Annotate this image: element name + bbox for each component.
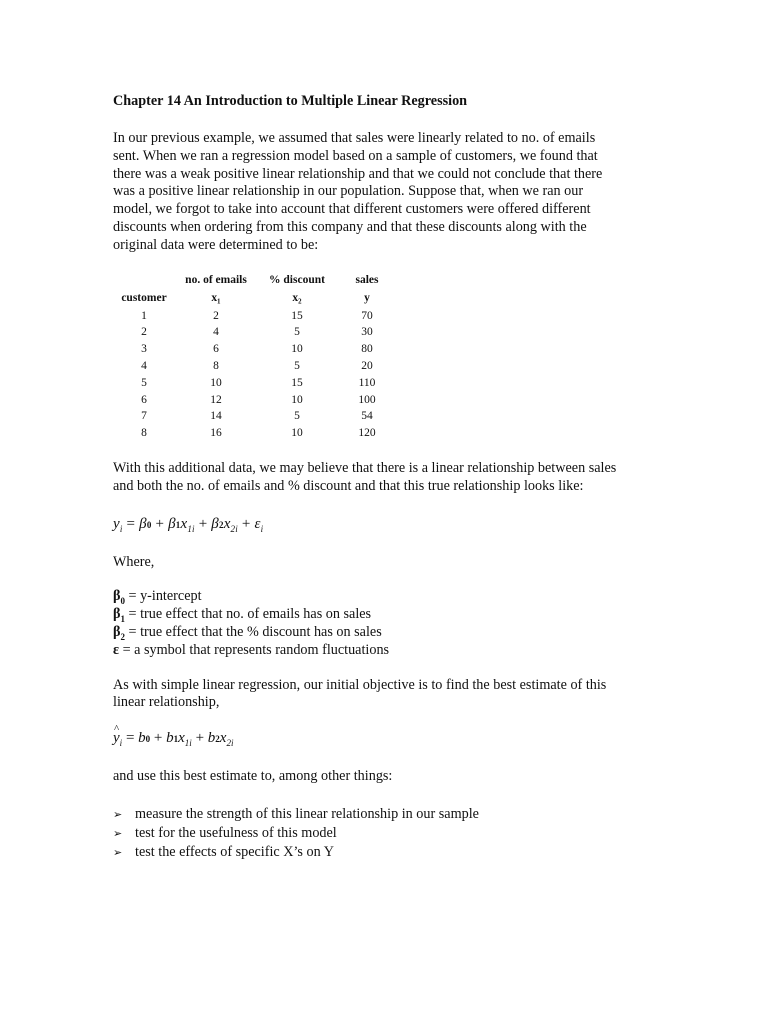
- column-header: customer: [121, 291, 167, 304]
- table-cell: 80: [361, 343, 373, 356]
- table-cell: 4: [141, 360, 147, 373]
- table-row: [113, 375, 397, 392]
- table-cell: 6: [141, 393, 147, 406]
- intro-line: discounts when ordering from this company and that these discounts along with the: [113, 218, 587, 235]
- definition-symbol: $\beta_0$: [113, 588, 125, 607]
- definition-beta2: [113, 624, 653, 642]
- list-item: [113, 843, 653, 862]
- true-regression-equation: $y_i = \beta 0 + \beta 1x_{1i} + \beta 2x_{2i} + \varepsilon_i$: [113, 515, 264, 534]
- table-cell: 14: [210, 410, 222, 423]
- table-cell: 5: [294, 360, 300, 373]
- table-cell: 8: [213, 360, 219, 373]
- table-cell: 10: [291, 427, 303, 440]
- paragraph-line: linear relationship,: [113, 694, 220, 711]
- use-estimate-line: and use this best estimate to, among other things:: [113, 768, 393, 785]
- table-cell: 20: [361, 360, 373, 373]
- paragraph-line: With this additional data, we may believe that there is a linear relationship between sales: [113, 459, 617, 476]
- table-cell: 12: [210, 393, 222, 406]
- additional-data-paragraph: [113, 460, 653, 496]
- definition-beta1: [113, 606, 653, 624]
- table-cell: 1: [141, 309, 147, 322]
- definitions-list: [113, 588, 653, 659]
- table-cell: 70: [361, 309, 373, 322]
- table-cell: 110: [358, 376, 376, 389]
- estimated-regression-equation: ^ $y_i = b0 + b1x_{1i} + b2x_{2i}$: [113, 730, 653, 754]
- table-cell: 6: [213, 343, 219, 356]
- chapter-title: Chapter 14 An Introduction to Multiple Linear Regression: [113, 93, 468, 109]
- table-cell: 2: [141, 326, 147, 339]
- data-table: [113, 272, 397, 442]
- table-cell: 10: [210, 376, 222, 389]
- column-header: % discount: [269, 273, 325, 286]
- intro-line: model, we forgot to take into account that different customers were offered different: [113, 201, 591, 218]
- list-item-text: test the effects of specific X’s on Y: [135, 843, 334, 860]
- paragraph-line: As with simple linear regression, our initial objective is to find the best estimate of this: [113, 676, 607, 693]
- arrow-bullet-icon: ➢: [113, 845, 123, 859]
- definition-symbol: $\beta_2$: [113, 623, 125, 642]
- list-item: [113, 805, 653, 824]
- column-header: x₁: [211, 291, 221, 304]
- arrow-bullet-icon: ➢: [113, 826, 123, 840]
- table-cell: 15: [291, 376, 303, 389]
- table-cell: 4: [213, 326, 219, 339]
- definition-symbol: $\beta_1$: [113, 606, 125, 624]
- table-cell: 5: [294, 326, 300, 339]
- table-cell: 5: [141, 376, 147, 389]
- table-row: [113, 408, 397, 425]
- definition-text: = true effect that no. of emails has on sales: [124, 606, 372, 623]
- definition-beta0: [113, 588, 653, 606]
- definition-text: = y-intercept: [124, 588, 202, 605]
- intro-line: In our previous example, we assumed that sales were linearly related to no. of emails: [113, 130, 596, 146]
- table-cell: 7: [141, 410, 147, 423]
- document-page: [113, 93, 653, 862]
- where-label: Where,: [113, 553, 155, 570]
- table-row: [113, 308, 397, 325]
- list-item: [113, 824, 653, 843]
- definition-epsilon: [113, 642, 653, 660]
- table-row: [113, 425, 397, 442]
- table-row: [113, 358, 397, 375]
- table-cell: 54: [361, 410, 373, 423]
- definition-text: = true effect that the % discount has on sales: [124, 623, 382, 640]
- intro-line: there was a weak positive linear relationship and that we could not conclude that there: [113, 165, 603, 182]
- table-cell: 120: [358, 427, 376, 440]
- table-cell: 3: [141, 343, 147, 356]
- table-cell: 8: [141, 427, 147, 440]
- intro-line: sent. When we ran a regression model based on a sample of customers, we found that: [113, 147, 598, 164]
- table-cell: 30: [361, 326, 373, 339]
- table-cell: 2: [213, 309, 219, 322]
- intro-line: was a positive linear relationship in our population. Suppose that, when we ran our: [113, 183, 584, 200]
- definition-text: = a symbol that represents random fluctuations: [119, 641, 390, 658]
- table-cell: 5: [294, 410, 300, 423]
- list-item-text: test for the usefulness of this model: [135, 824, 337, 841]
- column-header: no. of emails: [185, 273, 247, 286]
- table-cell: 15: [291, 309, 303, 322]
- paragraph-line: and both the no. of emails and % discount and that this true relationship looks like:: [113, 477, 584, 494]
- table-cell: 10: [291, 393, 303, 406]
- objectives-list: [113, 805, 653, 862]
- column-header: x₂: [292, 291, 302, 304]
- column-header: y: [364, 291, 370, 304]
- table-cell: 16: [210, 427, 222, 440]
- column-header: sales: [355, 273, 379, 286]
- table-row: [113, 341, 397, 358]
- intro-paragraph: [113, 130, 653, 255]
- column-header: [113, 272, 175, 290]
- table-cell: 100: [358, 393, 376, 406]
- table-cell: 10: [291, 343, 303, 356]
- table-row: [113, 392, 397, 409]
- table-subheader-row: [113, 290, 397, 308]
- table-header-row: [113, 272, 397, 290]
- arrow-bullet-icon: ➢: [113, 807, 123, 821]
- intro-line: original data were determined to be:: [113, 236, 319, 253]
- table-row: [113, 324, 397, 341]
- definition-symbol: ε: [113, 641, 120, 658]
- list-item-text: measure the strength of this linear relationship in our sample: [135, 805, 479, 822]
- objective-paragraph: [113, 677, 653, 713]
